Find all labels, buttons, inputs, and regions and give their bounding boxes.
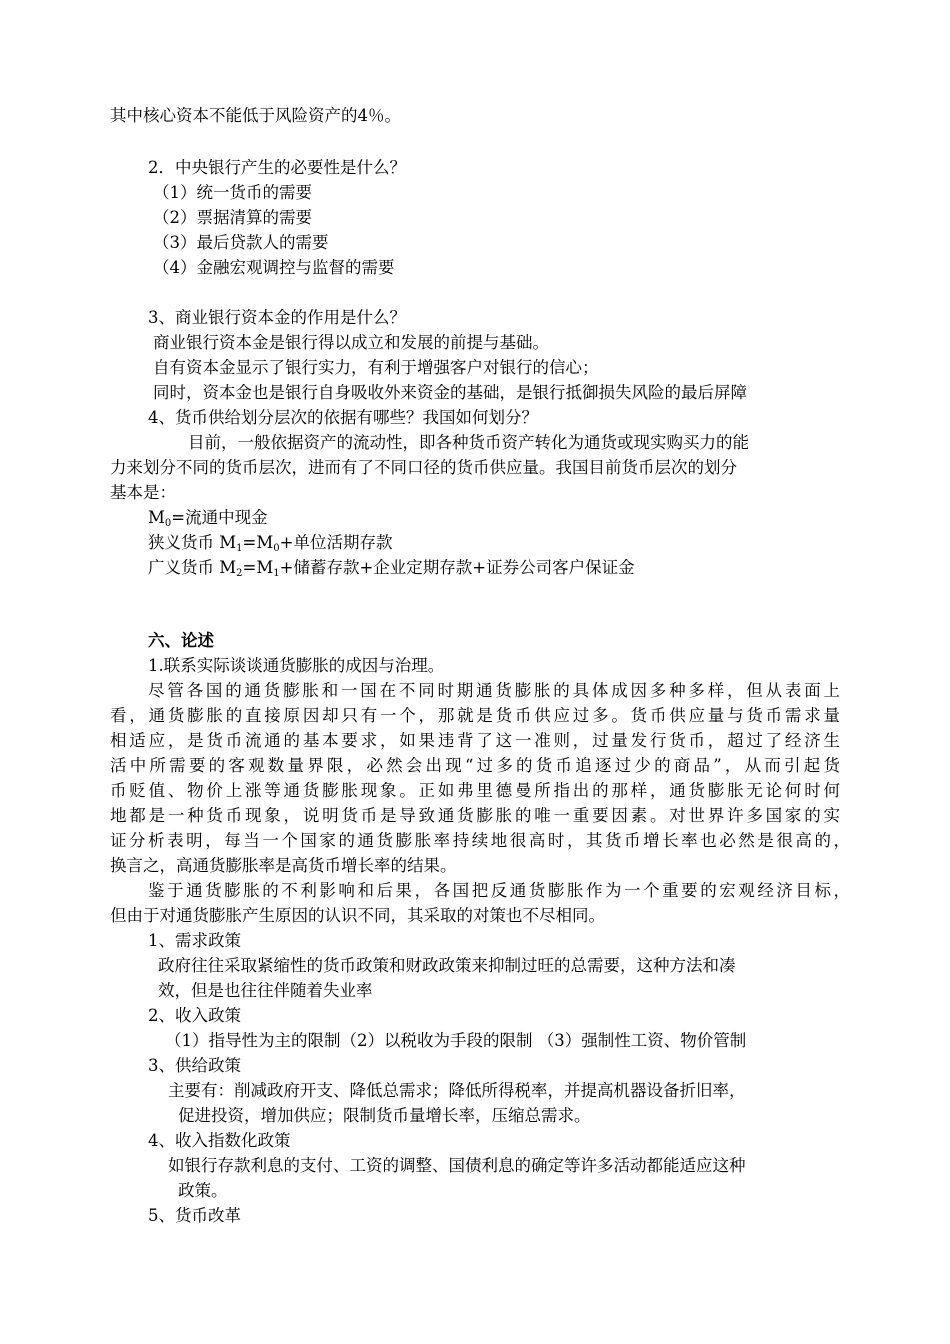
policy-heading: 5、货币改革 bbox=[148, 1206, 241, 1225]
paragraph-line: 主要有：削减政府开支、降低总需求；降低所得税率，并提高机器设备折旧率， bbox=[168, 1081, 746, 1100]
formula-subscript: 2 bbox=[236, 568, 243, 579]
list-item: （3）最后贷款人的需要 bbox=[153, 233, 329, 252]
paragraph-line: 币贬值、物价上涨等通货膨胀现象。正如弗里德曼所指出的那样，通货膨胀无论何时何 bbox=[110, 781, 840, 800]
paragraph-line: 力来划分不同的货币层次，进而有了不同口径的货币供应量。我国目前货币层次的划分 bbox=[110, 458, 737, 477]
formula-subscript: 1 bbox=[273, 568, 280, 579]
paragraph-line: （1）指导性为主的限制（2）以税收为手段的限制 （3）强制性工资、物价管制 bbox=[165, 1031, 747, 1050]
policy-heading: 1、需求政策 bbox=[148, 931, 241, 950]
formula-subscript: 0 bbox=[164, 518, 172, 529]
policy-heading: 4、收入指数化政策 bbox=[148, 1131, 291, 1150]
paragraph-line: 换言之，高通货膨胀率是高货币增长率的结果。 bbox=[110, 856, 457, 875]
formula-text: +单位活期存款 bbox=[279, 533, 393, 552]
paragraph-line: 自有资本金显示了银行实力，有利于增强客户对银行的信心； bbox=[153, 358, 599, 377]
formula-m1 bbox=[148, 531, 392, 555]
formula-text: =M bbox=[242, 558, 274, 577]
paragraph-line: 商业银行资本金是银行得以成立和发展的前提与基础。 bbox=[153, 333, 549, 352]
list-item: （2）票据清算的需要 bbox=[153, 208, 312, 227]
paragraph-line: 基本是： bbox=[110, 483, 176, 502]
paragraph-line: 促进投资，增加供应；限制货币量增长率，压缩总需求。 bbox=[178, 1106, 591, 1125]
formula-symbol: M bbox=[148, 508, 165, 527]
paragraph-line: 效，但是也往往伴随着失业率 bbox=[158, 981, 373, 1000]
paragraph-line: 如银行存款利息的支付、工资的调整、国债利息的确定等许多活动都能适应这种 bbox=[168, 1156, 746, 1175]
formula-subscript: 1 bbox=[236, 543, 243, 554]
paragraph-line: 政府往往采取紧缩性的货币政策和财政政策来抑制过旺的总需要，这种方法和凑 bbox=[158, 956, 736, 975]
list-item: （4）金融宏观调控与监督的需要 bbox=[153, 258, 395, 277]
paragraph-line: 尽管各国的通货膨胀和一国在不同时期通货膨胀的具体成因多种多样，但从表面上 bbox=[148, 681, 840, 700]
paragraph-line: 但由于对通货膨胀产生原因的认识不同，其采取的对策也不尽相同。 bbox=[110, 906, 605, 925]
question-heading: 2．中央银行产生的必要性是什么？ bbox=[148, 158, 406, 177]
paragraph-line: 政策。 bbox=[178, 1181, 228, 1200]
paragraph-line: 鉴于通货膨胀的不利影响和后果，各国把反通货膨胀作为一个重要的宏观经济目标， bbox=[148, 881, 850, 900]
formula-text: 广义货币 M bbox=[148, 558, 237, 577]
question-heading: 3、商业银行资本金的作用是什么？ bbox=[148, 308, 406, 327]
policy-heading: 2、收入政策 bbox=[148, 1006, 241, 1025]
policy-heading: 3、供给政策 bbox=[148, 1056, 241, 1075]
formula-m0 bbox=[148, 506, 268, 530]
question-heading: 1.联系实际谈谈通货膨胀的成因与治理。 bbox=[148, 656, 445, 675]
paragraph-line: 目前，一般依据资产的流动性，即各种货币资产转化为通货或现实购买力的能 bbox=[188, 433, 749, 452]
question-heading: 4、货币供给划分层次的依据有哪些？我国如何划分？ bbox=[148, 408, 538, 427]
paragraph-line: 其中核心资本不能低于风险资产的4％。 bbox=[110, 106, 401, 125]
section-heading: 六、论述 bbox=[148, 631, 214, 650]
paragraph-line: 活中所需要的客观数量界限，必然会出现“过多的货币追逐过少的商品”，从而引起货 bbox=[110, 756, 840, 775]
list-item: （1）统一货币的需要 bbox=[153, 183, 312, 202]
paragraph-line: 同时，资本金也是银行自身吸收外来资金的基础，是银行抵御损失风险的最后屏障 bbox=[153, 383, 747, 402]
paragraph-line: 相适应，是货币流通的基本要求，如果违背了这一准则，过量发行货币，超过了经济生 bbox=[110, 731, 840, 750]
formula-text: =流通中现金 bbox=[171, 508, 268, 527]
formula-text: +储蓄存款+企业定期存款+证券公司客户保证金 bbox=[279, 558, 635, 577]
formula-text: 狭义货币 M bbox=[148, 533, 237, 552]
paragraph-line: 地都是一种货币现象，说明货币是导致通货膨胀的唯一重要因素。对世界许多国家的实 bbox=[110, 806, 840, 825]
paragraph-line: 证分析表明，每当一个国家的通货膨胀率持续地很高时，其货币增长率也必然是很高的， bbox=[110, 831, 850, 850]
paragraph-line: 看，通货膨胀的直接原因却只有一个，那就是货币供应过多。货币供应量与货币需求量 bbox=[110, 706, 840, 725]
formula-text: =M bbox=[242, 533, 274, 552]
formula-m2 bbox=[148, 556, 635, 580]
formula-subscript: 0 bbox=[273, 543, 280, 554]
